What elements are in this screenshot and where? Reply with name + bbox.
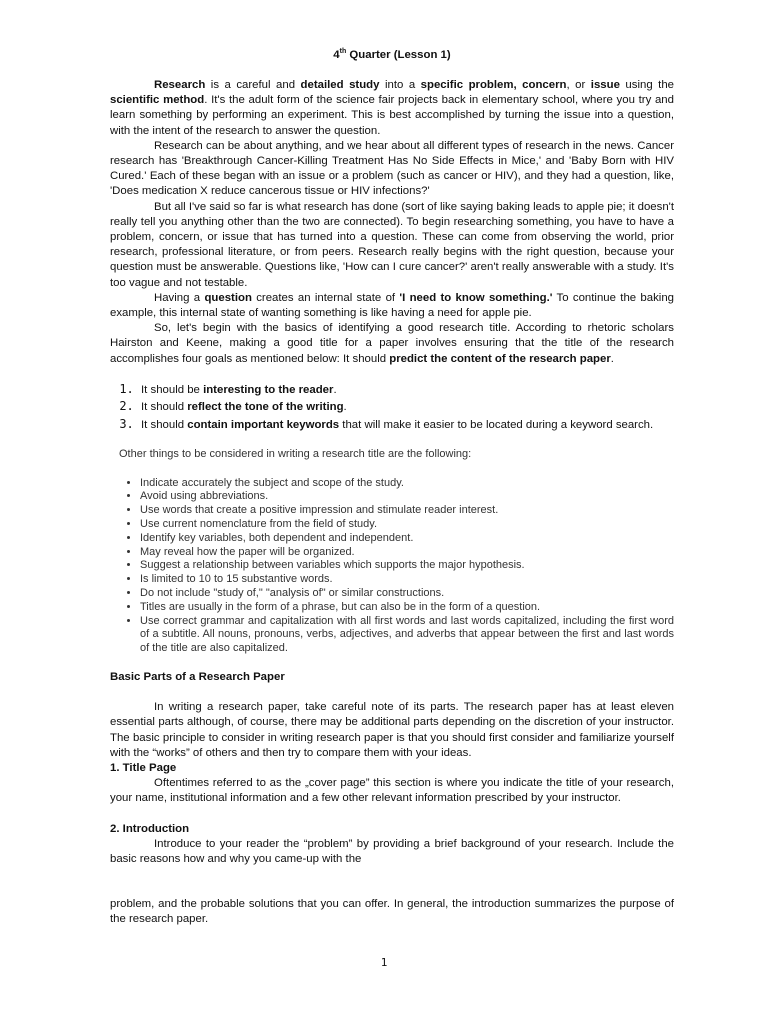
term-issue: issue [590,79,620,91]
list-item [141,416,674,434]
list-item: • Use words that create a positive impression and stimulate reader interest. [140,504,674,518]
page-title [110,44,674,63]
title-goals-list [110,381,674,434]
list-item: • Identify key variables, both dependent and independent. [140,532,674,546]
list-item [141,398,674,416]
text-run: . It's the adult form of the science fair projects back in elementary school, where you try and learn something by performing an experiment. This is best accomplished by turning the issue into a question, with the intent of the research to answer the question. [110,94,674,137]
list-item: • Titles are usually in the form of a phrase, but can also be in the form of a question. [140,601,674,615]
title-superscript: th [339,48,347,55]
section-heading-basic-parts: Basic Parts of a Research Paper [110,670,285,683]
title-text: Quarter (Lesson 1) [346,48,451,61]
goal-keyword: interesting to the reader [203,383,334,396]
goal-keyword: reflect the tone of the writing [187,401,344,414]
term-predict-content: predict the content of the research paper [389,352,611,365]
goal-keyword: contain important keywords [187,418,340,431]
list-item: • Avoid using abbreviations. [140,490,674,504]
list-item: • Is limited to 10 to 15 substantive words. [140,573,674,587]
text-run: creates an internal state of [251,291,400,304]
text-run: . [333,383,337,396]
list-item: • Do not include "study of," "analysis of" or similar constructions. [140,587,674,601]
term-research: Research [154,79,206,91]
text-run: So, let's begin with the basics of identifying a good research title. According to rhetoric scholars Hairston and Keene, making a good title for a paper involves ensuring that the title of the research accomplishes four goals as mentioned below: It should [110,322,674,365]
list-item: • Use correct grammar and capitalization with all first words and last words capitalized, including the first word of a subtitle. All nouns, pronouns, verbs, adjectives, and adverbs that appear between the first and last words of the title are also capitalized. [140,615,674,656]
section-heading-title-page: 1. Title Page [110,761,177,774]
section-heading-introduction: 2. Introduction [110,822,190,835]
basic-parts-paragraph: In writing a research paper, take careful note of its parts. The research paper has at least eleven essential parts although, of course, there may be additional parts depending on the discretion of your instructor. The basic principle to consider in writing research paper is that you should first consider and familiarize yourself with the “works” of others and then try to compare them with your ideas. [110,701,674,759]
text-run: It should [141,401,188,414]
research-question-paragraph: But all I've said so far is what research has done (sort of like saying baking leads to apple pie; it doesn't really tell you anything other than the two are connected). To begin researching something, you have to have a problem, concern, or issue that has turned into a question. These can come from observing the world, prior research, professional literature, or from peers. Research really begins with the right question, because your question must be answerable. Questions like, 'How can I cure cancer?' aren't really answerable with a study. It's too vague and not testable. [110,200,674,289]
text-run: using the [619,79,674,91]
title-number: 4 [333,48,340,61]
list-item: • May reveal how the paper will be organized. [140,546,674,560]
list-item: • Suggest a relationship between variables which supports the major hypothesis. [140,559,674,573]
text-run: To continue the baking example, this internal state of wanting something is like having a need for apple pie. [110,291,674,320]
text-run: It should [141,418,188,431]
text-run: . [343,401,347,414]
list-item: • Use current nomenclature from the field of study. [140,518,674,532]
research-definition-paragraph [110,78,674,139]
introduction-paragraph-part1: Introduce to your reader the “problem” by providing a brief background of your research. Include the basic reasons how and why you came-up with the [110,837,674,865]
term-need-to-know: 'I need to know something.' [399,291,553,304]
list-item [141,381,674,399]
title-page-paragraph: Oftentimes referred to as the „cover page” this section is where you indicate the title of your research, your name, institutional information and a few other relevant information prescribed by your instructor. [110,777,674,805]
text-run: that will make it easier to be located during a keyword search. [339,418,654,431]
other-considerations-intro: Other things to be considered in writing a research title are the following: [119,448,472,461]
text-run: into a [379,79,421,91]
term-question: question [204,291,252,304]
research-news-paragraph: Research can be about anything, and we hear about all different types of research in the news. Cancer research has 'Breakthrough Cancer-Killing Treatment Has No Side Effects in Mice,' and 'Baby Born with HIV Cured.' Each of these began with an issue or a problem (such as cancer or HIV), and they had a question, like, 'Does medication X reduce cancerous tissue or HIV infections?' [110,139,674,198]
title-tips-list [110,477,674,656]
term-scientific-method: scientific method [110,94,205,107]
term-detailed-study: detailed study [300,79,380,91]
text-run: Having a [154,291,205,304]
page-number: 1 [380,956,388,969]
document-body [110,44,674,928]
list-item: • Indicate accurately the subject and scope of the study. [140,477,674,491]
research-title-paragraph [110,321,674,367]
question-state-paragraph [110,291,674,321]
term-specific-problem: specific problem, concern [420,79,567,91]
text-run: . [610,352,614,365]
introduction-paragraph-part2: problem, and the probable solutions that you can offer. In general, the introduction summarizes the purpose of the research paper. [110,898,674,926]
text-run: It should be [141,383,204,396]
text-run: is a careful and [205,79,301,91]
text-run: , or [566,79,591,91]
